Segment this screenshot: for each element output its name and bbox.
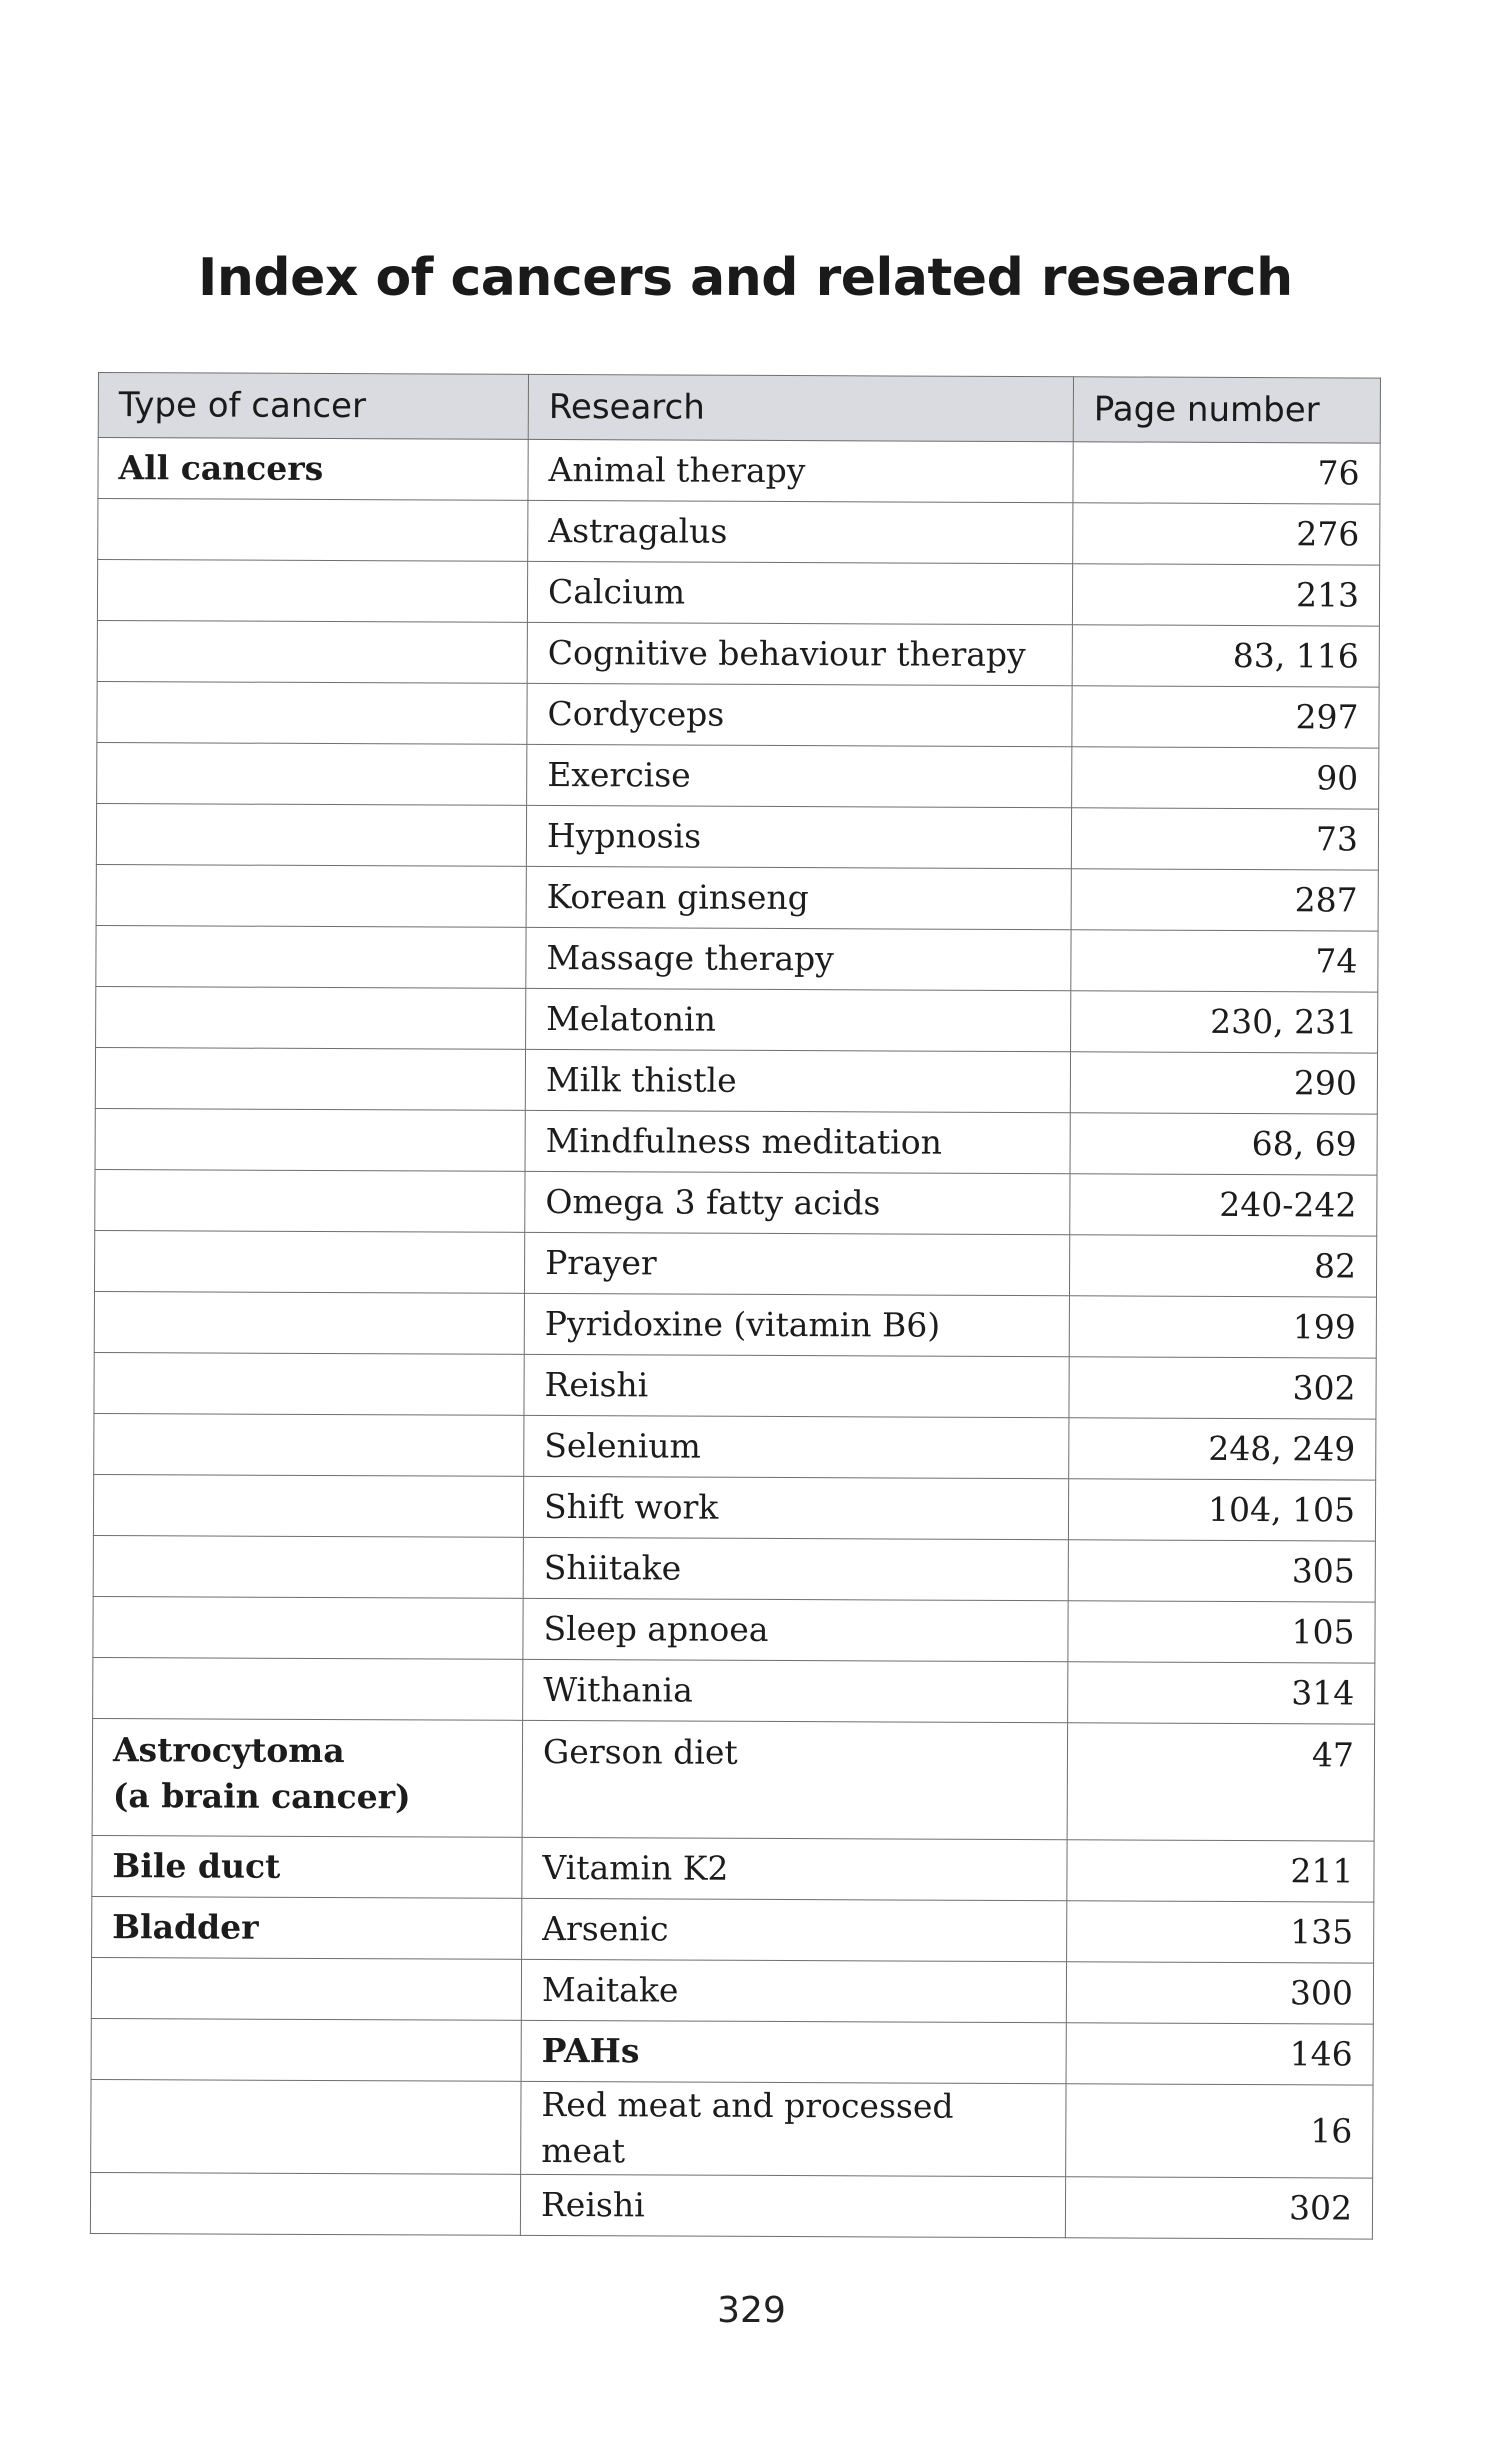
cancer-type-cell bbox=[93, 1596, 523, 1659]
table-row bbox=[94, 1413, 1376, 1480]
cancer-type-cell bbox=[91, 2018, 521, 2081]
research-cell: Reishi bbox=[524, 1354, 1069, 1417]
table-row bbox=[95, 1108, 1377, 1175]
page-number-cell: 83, 116 bbox=[1072, 625, 1379, 687]
table-row bbox=[93, 1474, 1375, 1541]
table-row bbox=[96, 986, 1378, 1053]
cancer-type-cell bbox=[98, 499, 528, 562]
page-number-cell: 68, 69 bbox=[1070, 1113, 1377, 1175]
cancer-type-cell: Bladder bbox=[92, 1896, 522, 1959]
table-header-row bbox=[98, 373, 1380, 444]
page-number-cell: 199 bbox=[1069, 1296, 1376, 1358]
page-number-cell: 302 bbox=[1065, 2177, 1372, 2239]
research-cell: Melatonin bbox=[526, 988, 1071, 1051]
research-cell: Milk thistle bbox=[525, 1049, 1070, 1112]
page-number-cell: 105 bbox=[1068, 1601, 1375, 1663]
cancer-type-cell bbox=[94, 1413, 524, 1476]
page-number-cell: 276 bbox=[1073, 503, 1380, 565]
research-cell: Massage therapy bbox=[526, 927, 1071, 990]
research-cell: Animal therapy bbox=[528, 439, 1073, 502]
cancer-type-cell bbox=[90, 2172, 520, 2235]
cancer-type-cell bbox=[96, 803, 526, 866]
cancer-type-line: (a brain cancer) bbox=[112, 1776, 411, 1817]
research-cell: Reishi bbox=[520, 2174, 1065, 2237]
research-cell: Cognitive behaviour therapy bbox=[527, 622, 1072, 685]
page-number-cell: 287 bbox=[1071, 869, 1378, 931]
cancer-type-cell: All cancers bbox=[98, 438, 528, 501]
table-row bbox=[94, 1291, 1376, 1358]
cancer-type-cell bbox=[93, 1535, 523, 1598]
cancer-type-cell bbox=[93, 1474, 523, 1537]
research-cell: Exercise bbox=[527, 744, 1072, 807]
cancer-type-cell bbox=[94, 1352, 524, 1415]
page-number-cell: 82 bbox=[1069, 1235, 1376, 1297]
page-number-cell: 305 bbox=[1068, 1540, 1375, 1602]
research-cell: Selenium bbox=[524, 1415, 1069, 1478]
table-row bbox=[96, 925, 1378, 992]
page-number-cell: 104, 105 bbox=[1068, 1479, 1375, 1541]
table-row bbox=[90, 2172, 1372, 2239]
cancer-type-line: Astrocytoma bbox=[112, 1730, 345, 1771]
cancer-type-cell bbox=[95, 1169, 525, 1232]
cancer-type-cell bbox=[96, 986, 526, 1049]
research-cell: Cordyceps bbox=[527, 683, 1072, 746]
cancer-type-cell bbox=[92, 1718, 523, 1837]
research-cell: Arsenic bbox=[522, 1898, 1067, 1961]
table-row bbox=[93, 1596, 1375, 1663]
cancer-type-cell bbox=[94, 1230, 524, 1293]
table-row bbox=[97, 742, 1379, 809]
table-row bbox=[93, 1657, 1375, 1724]
table-row bbox=[92, 1896, 1374, 1963]
table-row bbox=[91, 2079, 1373, 2178]
page-number-cell: 90 bbox=[1072, 747, 1379, 809]
cancer-type-cell bbox=[91, 1957, 521, 2020]
table-row bbox=[98, 499, 1380, 566]
cancer-type-cell bbox=[97, 742, 527, 805]
page-number-cell: 146 bbox=[1066, 2023, 1373, 2085]
page-number-cell: 290 bbox=[1070, 1052, 1377, 1114]
research-cell: PAHs bbox=[521, 2020, 1066, 2083]
cancer-type-cell bbox=[97, 620, 527, 683]
page-number-cell: 297 bbox=[1072, 686, 1379, 748]
research-cell: Maitake bbox=[521, 1959, 1066, 2022]
table-row bbox=[96, 803, 1378, 870]
page-number-cell: 211 bbox=[1067, 1840, 1374, 1902]
research-cell: Omega 3 fatty acids bbox=[525, 1171, 1070, 1234]
research-cell: Withania bbox=[523, 1659, 1068, 1722]
cancer-type-cell bbox=[96, 925, 526, 988]
table-row bbox=[92, 1835, 1374, 1902]
research-cell: Pyridoxine (vitamin B6) bbox=[524, 1293, 1069, 1356]
page-number-cell: 314 bbox=[1068, 1662, 1375, 1724]
table-row bbox=[92, 1718, 1374, 1841]
research-cell: Korean ginseng bbox=[526, 866, 1071, 929]
page-number-cell: 230, 231 bbox=[1071, 991, 1378, 1053]
table-row bbox=[93, 1535, 1375, 1602]
research-cell: Astragalus bbox=[528, 500, 1073, 563]
cancer-type-cell bbox=[96, 864, 526, 927]
table-row bbox=[95, 1047, 1377, 1114]
table-row bbox=[97, 560, 1379, 627]
page-number-cell: 16 bbox=[1066, 2084, 1373, 2178]
page-number-cell: 240-242 bbox=[1070, 1174, 1377, 1236]
page-number-cell: 302 bbox=[1069, 1357, 1376, 1419]
cancer-type-cell: Bile duct bbox=[92, 1835, 522, 1898]
page-number-cell: 300 bbox=[1066, 1962, 1373, 2024]
page-number-cell: 47 bbox=[1067, 1723, 1375, 1841]
research-cell: Prayer bbox=[524, 1232, 1069, 1295]
research-cell: Shiitake bbox=[523, 1537, 1068, 1600]
header-page-number: Page number bbox=[1073, 377, 1380, 443]
cancer-type-cell bbox=[95, 1108, 525, 1171]
research-cell: Gerson diet bbox=[522, 1720, 1068, 1839]
page-number-cell: 76 bbox=[1073, 442, 1380, 504]
research-cell: Red meat and processed meat bbox=[521, 2081, 1066, 2176]
cancer-type-cell bbox=[94, 1291, 524, 1354]
research-cell: Sleep apnoea bbox=[523, 1598, 1068, 1661]
header-research: Research bbox=[528, 374, 1073, 441]
table-row bbox=[91, 1957, 1373, 2024]
table-row bbox=[97, 681, 1379, 748]
research-cell: Mindfulness meditation bbox=[525, 1110, 1070, 1173]
table-row bbox=[91, 2018, 1373, 2085]
page-number-cell: 135 bbox=[1067, 1901, 1374, 1963]
page-number-cell: 73 bbox=[1071, 808, 1378, 870]
table-row bbox=[94, 1352, 1376, 1419]
cancer-type-cell bbox=[97, 681, 527, 744]
index-table bbox=[90, 372, 1381, 2240]
research-cell: Vitamin K2 bbox=[522, 1837, 1067, 1900]
research-cell: Shift work bbox=[523, 1476, 1068, 1539]
table-row bbox=[94, 1230, 1376, 1297]
table-row bbox=[95, 1169, 1377, 1236]
table-row bbox=[97, 620, 1379, 687]
page-number-cell: 248, 249 bbox=[1069, 1418, 1376, 1480]
cancer-type-cell bbox=[91, 2079, 521, 2174]
page-number-cell: 74 bbox=[1071, 930, 1378, 992]
cancer-type-cell bbox=[97, 560, 527, 623]
page-title: Index of cancers and related research bbox=[198, 248, 1293, 308]
header-type-of-cancer: Type of cancer bbox=[98, 373, 528, 440]
page-number-cell: 213 bbox=[1072, 564, 1379, 626]
table-row bbox=[96, 864, 1378, 931]
research-cell: Hypnosis bbox=[526, 805, 1071, 868]
research-cell: Calcium bbox=[527, 561, 1072, 624]
page-number: 329 bbox=[717, 2290, 786, 2331]
cancer-type-cell bbox=[93, 1657, 523, 1720]
cancer-type-cell bbox=[95, 1047, 525, 1110]
table-row bbox=[98, 438, 1380, 505]
